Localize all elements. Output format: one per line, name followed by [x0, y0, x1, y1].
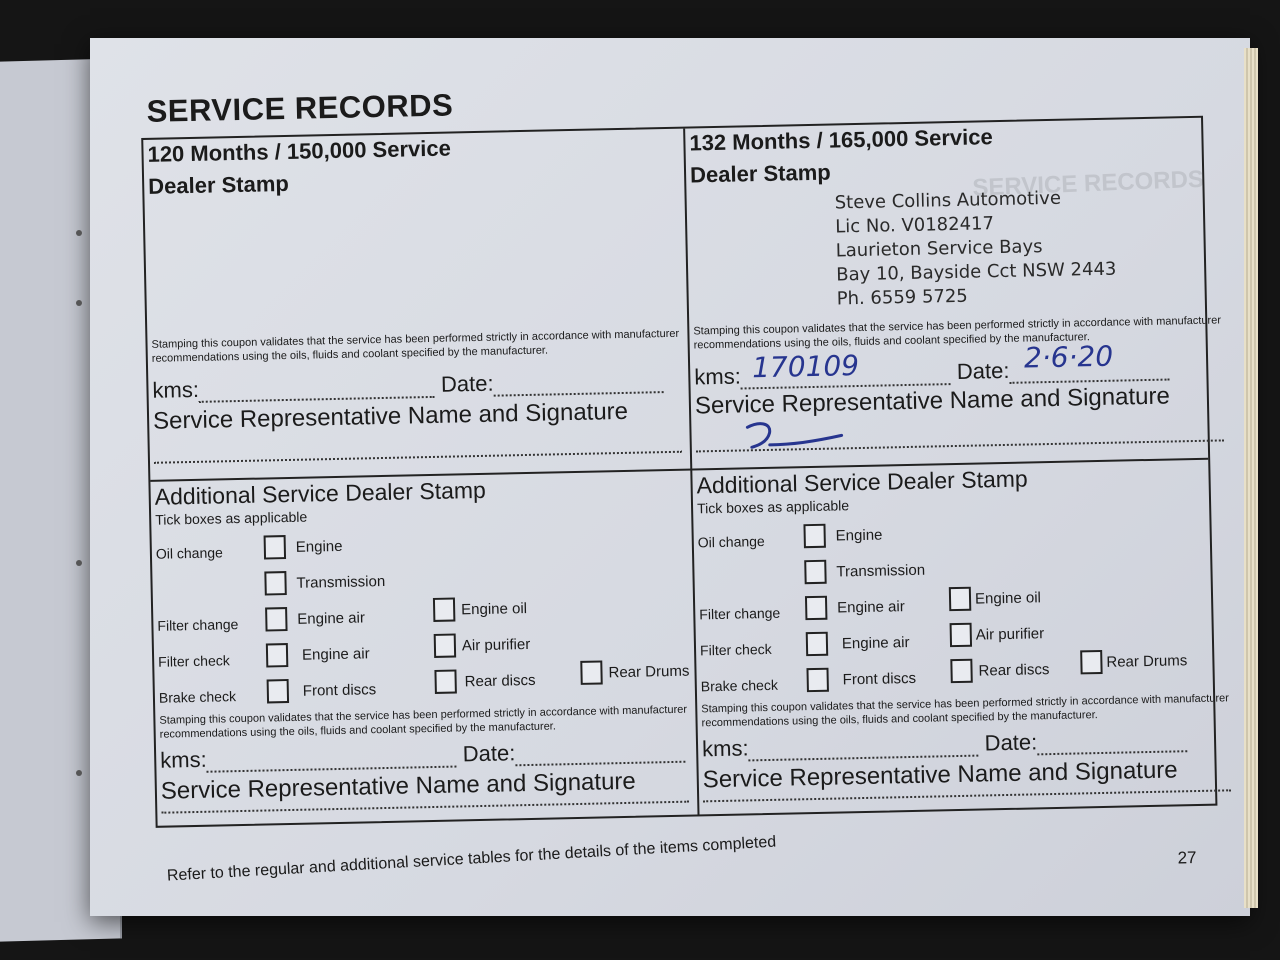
option-label: Engine oil: [460, 600, 528, 619]
kms-field[interactable]: [207, 756, 457, 773]
tick-note: Tick boxes as applicable: [696, 497, 850, 517]
rep-label: Service Representative Name and Signature: [160, 767, 637, 805]
service-block-132: [685, 117, 1232, 468]
date-label: Date:: [984, 729, 1038, 756]
option-label: Transmission: [836, 561, 926, 581]
checkbox-engine[interactable]: [803, 524, 825, 548]
signature-line[interactable]: [154, 451, 682, 464]
stamp-line: Laurieton Service Bays: [835, 236, 1043, 262]
checkbox-filter-change-engine-air[interactable]: [265, 607, 287, 631]
kms-field[interactable]: [749, 745, 979, 762]
checkbox-rear-discs[interactable]: [950, 659, 972, 683]
checkbox-filter-check-engine-air[interactable]: [806, 632, 828, 656]
page-edges: [1244, 48, 1258, 908]
page-title: SERVICE RECORDS: [146, 87, 454, 129]
option-label: Front discs: [842, 669, 917, 689]
date-label: Date:: [440, 370, 494, 397]
binding-stitch: [76, 770, 82, 776]
rep-label: Service Representative Name and Signature: [694, 382, 1171, 420]
option-label: Engine air: [301, 645, 370, 664]
option-label: Engine air: [297, 609, 366, 628]
filter-check-label: Filter check: [158, 652, 230, 670]
additional-heading: Additional Service Dealer Stamp: [154, 476, 487, 510]
footer-note: Refer to the regular and additional service tables for the details of the items completed: [166, 833, 777, 885]
show-through-text: SERVICE RECORDS: [971, 165, 1205, 202]
checkbox-transmission[interactable]: [804, 560, 826, 584]
checkbox-rear-drums[interactable]: [1080, 650, 1102, 674]
dealer-stamp-label: Dealer Stamp: [147, 170, 290, 199]
block-heading: 120 Months / 150,000 Service: [147, 135, 452, 167]
service-block-120: [143, 129, 690, 480]
checkbox-front-discs[interactable]: [806, 668, 828, 692]
checkbox-rear-discs[interactable]: [434, 670, 456, 694]
handwritten-date: 2·6·20: [1023, 339, 1114, 375]
rep-label: Service Representative Name and Signature: [702, 756, 1178, 794]
option-label: Air purifier: [975, 625, 1045, 644]
stamp-line: Bay 10, Bayside Cct NSW 2443: [836, 258, 1117, 286]
option-label: Engine air: [841, 634, 910, 653]
kms-field[interactable]: [199, 386, 435, 403]
filter-check-label: Filter check: [699, 640, 772, 659]
date-field[interactable]: [1037, 740, 1187, 755]
kms-label: kms:: [701, 735, 749, 762]
filter-change-label: Filter change: [157, 616, 239, 634]
binding-stitch: [76, 230, 82, 236]
checkbox-front-discs[interactable]: [267, 679, 289, 703]
option-label: Rear discs: [464, 671, 536, 691]
service-grid: [141, 116, 1229, 828]
option-label: Engine: [295, 537, 343, 556]
brake-check-label: Brake check: [158, 688, 237, 706]
tick-note: Tick boxes as applicable: [155, 508, 308, 528]
checkbox-transmission[interactable]: [264, 571, 286, 595]
option-label: Engine oil: [974, 589, 1042, 608]
additional-service-block-left: [150, 471, 697, 828]
checkbox-engine-oil[interactable]: [949, 587, 971, 611]
stamp-line: Lic No. V0182417: [835, 213, 995, 238]
kms-label: kms:: [694, 363, 742, 390]
stamp-line: Ph. 6559 5725: [836, 285, 968, 310]
rep-label: Service Representative Name and Signature: [152, 397, 629, 435]
dealer-stamp-label: Dealer Stamp: [689, 159, 831, 188]
option-label: Engine: [835, 526, 883, 545]
handwritten-kms: 170109: [751, 349, 860, 385]
kms-label: kms:: [152, 376, 200, 403]
option-label: Engine air: [837, 598, 905, 617]
oil-change-label: Oil change: [155, 544, 224, 562]
service-records-form: [140, 57, 1237, 899]
checkbox-filter-check-engine-air[interactable]: [266, 643, 288, 667]
validation-note: Stamping this coupon validates that the service has been performed strictly in accordance with manufacturer recommendations using the oils, fluids and coolant specified by the manufacturer.: [159, 703, 688, 741]
brake-check-label: Brake check: [700, 676, 779, 695]
page-number: 27: [1177, 848, 1197, 868]
validation-note: Stamping this coupon validates that the service has been performed strictly in accordance with manufacturer recommendations using the oils, fluids and coolant specified by the manufacturer.: [701, 692, 1229, 730]
date-field[interactable]: [494, 381, 664, 397]
kms-label: kms:: [159, 746, 207, 773]
checkbox-rear-drums[interactable]: [580, 660, 602, 684]
validation-note: Stamping this coupon validates that the service has been performed strictly in accordance with manufacturer recommendations using the oils, fluids and coolant specified by the manufacturer.: [693, 314, 1222, 352]
binding-stitch: [76, 560, 82, 566]
option-label: Rear Drums: [608, 662, 690, 682]
block-heading: 132 Months / 165,000 Service: [689, 124, 993, 156]
checkbox-engine-oil[interactable]: [433, 598, 455, 622]
additional-service-block-right: [692, 459, 1239, 816]
checkbox-filter-change-engine-air[interactable]: [805, 596, 827, 620]
additional-heading: Additional Service Dealer Stamp: [696, 465, 1028, 499]
checkbox-air-purifier[interactable]: [950, 623, 972, 647]
option-label: Rear discs: [978, 661, 1050, 680]
checkbox-engine[interactable]: [264, 535, 286, 559]
validation-note: Stamping this coupon validates that the service has been performed strictly in accordance with manufacturer recommendations using the oils, fluids and coolant specified by the manufacturer.: [151, 327, 680, 365]
option-label: Air purifier: [461, 635, 531, 655]
binding-stitch: [76, 300, 82, 306]
date-label: Date:: [956, 357, 1010, 384]
option-label: Rear Drums: [1106, 652, 1188, 671]
checkbox-air-purifier[interactable]: [434, 634, 456, 658]
stamp-line: Steve Collins Automotive: [834, 187, 1062, 214]
option-label: Front discs: [302, 681, 377, 700]
oil-change-label: Oil change: [697, 533, 765, 551]
filter-change-label: Filter change: [699, 604, 781, 623]
date-label: Date:: [462, 740, 516, 767]
dealer-stamp: [834, 186, 1117, 312]
option-label: Transmission: [296, 572, 386, 592]
signature: [741, 413, 852, 463]
date-field[interactable]: [515, 751, 685, 767]
